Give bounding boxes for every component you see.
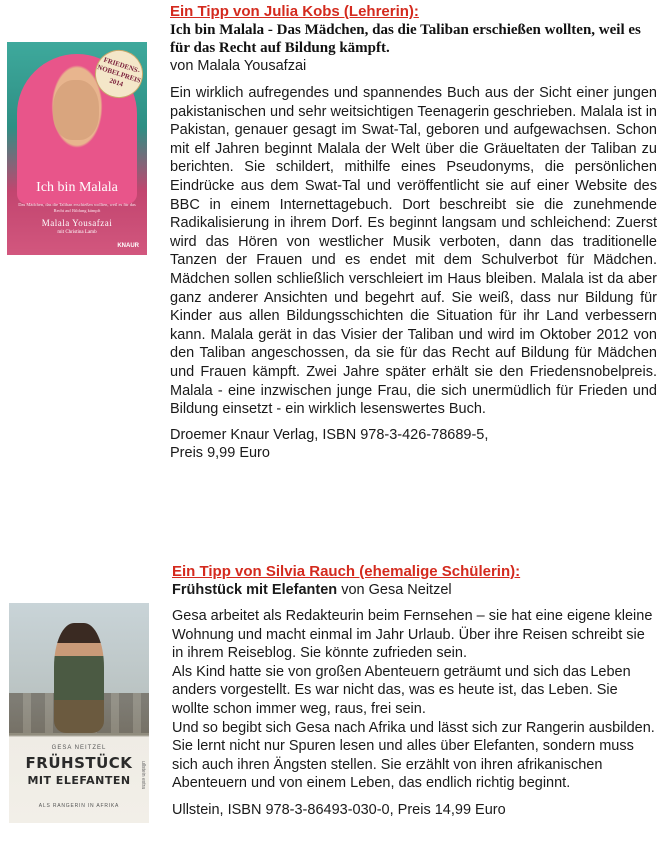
cover-title-line-2: MIT ELEFANTEN	[27, 774, 131, 787]
review-paragraph: Als Kind hatte sie von großen Abenteuern geträumt und sich das Leben anders vorgestellt. Es war nicht das, was es heute ist, das Leben. Sie wollte schon immer weg, raus, frei sein.	[172, 663, 631, 717]
book-review	[172, 607, 656, 793]
book-title: Ich bin Malala - Das Mädchen, das die Taliban erschießen wollten, weil es für das Recht auf Bildung kämpft.	[170, 22, 641, 56]
cover-author: Malala Yousafzai	[41, 218, 113, 228]
price: Preis 9,99 Euro	[170, 445, 270, 462]
book-recommendation-1	[170, 3, 657, 463]
book-review: Ein wirklich aufregendes und spannendes Buch aus der Sicht einer jungen pakistanischen und sehr weitsichtigen Teenagerin geschrieben. Malala ist in Pakistan, genauer gesagt im Swat-Tal, geboren und aufgewachsen. Schon mit elf Jahren beginnt Malala der Welt über die Gräueltaten der Taliban zu berichten. Sie schildert, mithilfe eines Pseudonyms, die persönlichen Eindrücke aus dem Swat-Tal und veröffentlicht sie auf einer Website des BBC in einem Internettagebuch. Dort beschreibt sie die zunehmende Radikalisierung in ihrem Dorf. Es beginnt langsam und schleichend: Zuerst wird das Hören von westlicher Musik verboten, dann das traditionelle Tanzen der Frauen und es endet mit dem Schulverbot für Mädchen. Mädchen sollen schließlich verschleiert im Haus bleiben. Malala ist da aber ganz anderer Ansichten und begehrt auf. Sie weiß, dass nur Bildung für Kinder aus allen Bildungsschichten die Situation für ihr Land verbessern kann. Malala gerät in das Visier der Taliban und wird im Oktober 2012 von den Taliban angeschossen, da sie für das Recht auf Bildung für Mädchen und Frauen kämpft. Zwei Jahre später erhält sie den Friedensnobelpreis. Malala - eine inzwischen junge Frau, die sich unermüdlich für Frieden und Bildung einsetzt - ein wirklich lesenswertes Buch.	[170, 85, 657, 418]
cover-publisher-logo: KNAUR	[117, 243, 139, 249]
review-paragraph: Und so begibt sich Gesa nach Afrika und lässt sich zur Rangerin ausbilden. Sie lernt nicht nur Spuren lesen und alles über Elefanten, sondern muss sich auch ihren Ängsten stellen. Sie erzählt von ihren afrikanischen Abenteuern und von einem Leben, das endlich richtig beginnt.	[172, 719, 655, 792]
cover-author: GESA NEITZEL	[51, 745, 107, 751]
cover-title-line-1: FRÜHSTÜCK	[25, 754, 133, 772]
nobel-prize-badge: FRIEDENS-NOBELPREIS 2014	[89, 44, 147, 104]
cover-coauthor: mit Christina Lamb	[57, 230, 97, 235]
cover-subtitle: ALS RANGERIN IN AFRIKA	[38, 803, 120, 809]
book-author: von Gesa Neitzel	[337, 582, 452, 598]
recommendation-heading: Ein Tipp von Julia Kobs (Lehrerin):	[170, 3, 419, 20]
publication-info	[170, 426, 657, 463]
cover-portrait-face	[53, 80, 99, 140]
cover-title	[9, 755, 149, 789]
cover-publisher-logo: ullstein extra	[140, 761, 146, 790]
publisher-isbn-price: Ullstein, ISBN 978-3-86493-030-0, Preis 14,99 Euro	[172, 801, 506, 818]
publisher-isbn: Droemer Knaur Verlag, ISBN 978-3-426-78689-5,	[170, 426, 489, 443]
book-title: Frühstück mit Elefanten	[172, 582, 338, 598]
review-paragraph: Gesa arbeitet als Redakteurin beim Fernsehen – sie hat eine eigene kleine Wohnung und macht einmal im Jahr Urlaub. Über ihre Reisen schreibt sie in ihrem Reiseblog. Sie könnte zufrieden sein.	[172, 608, 653, 662]
cover-title: Ich bin Malala	[36, 180, 118, 195]
book-cover-fruehstueck-mit-elefanten	[9, 603, 149, 823]
cover-subtitle: Das Mädchen, das die Taliban erschießen wollten, weil es für das Recht auf Bildung kämpft	[18, 202, 136, 213]
book-author: von Malala Yousafzai	[170, 58, 307, 74]
book-recommendation-2	[172, 563, 656, 820]
book-cover-ich-bin-malala	[7, 42, 147, 255]
recommendation-heading: Ein Tipp von Silvia Rauch (ehemalige Schülerin):	[172, 563, 521, 580]
book-title-line	[172, 581, 656, 599]
cover-sitting-woman	[54, 623, 104, 733]
